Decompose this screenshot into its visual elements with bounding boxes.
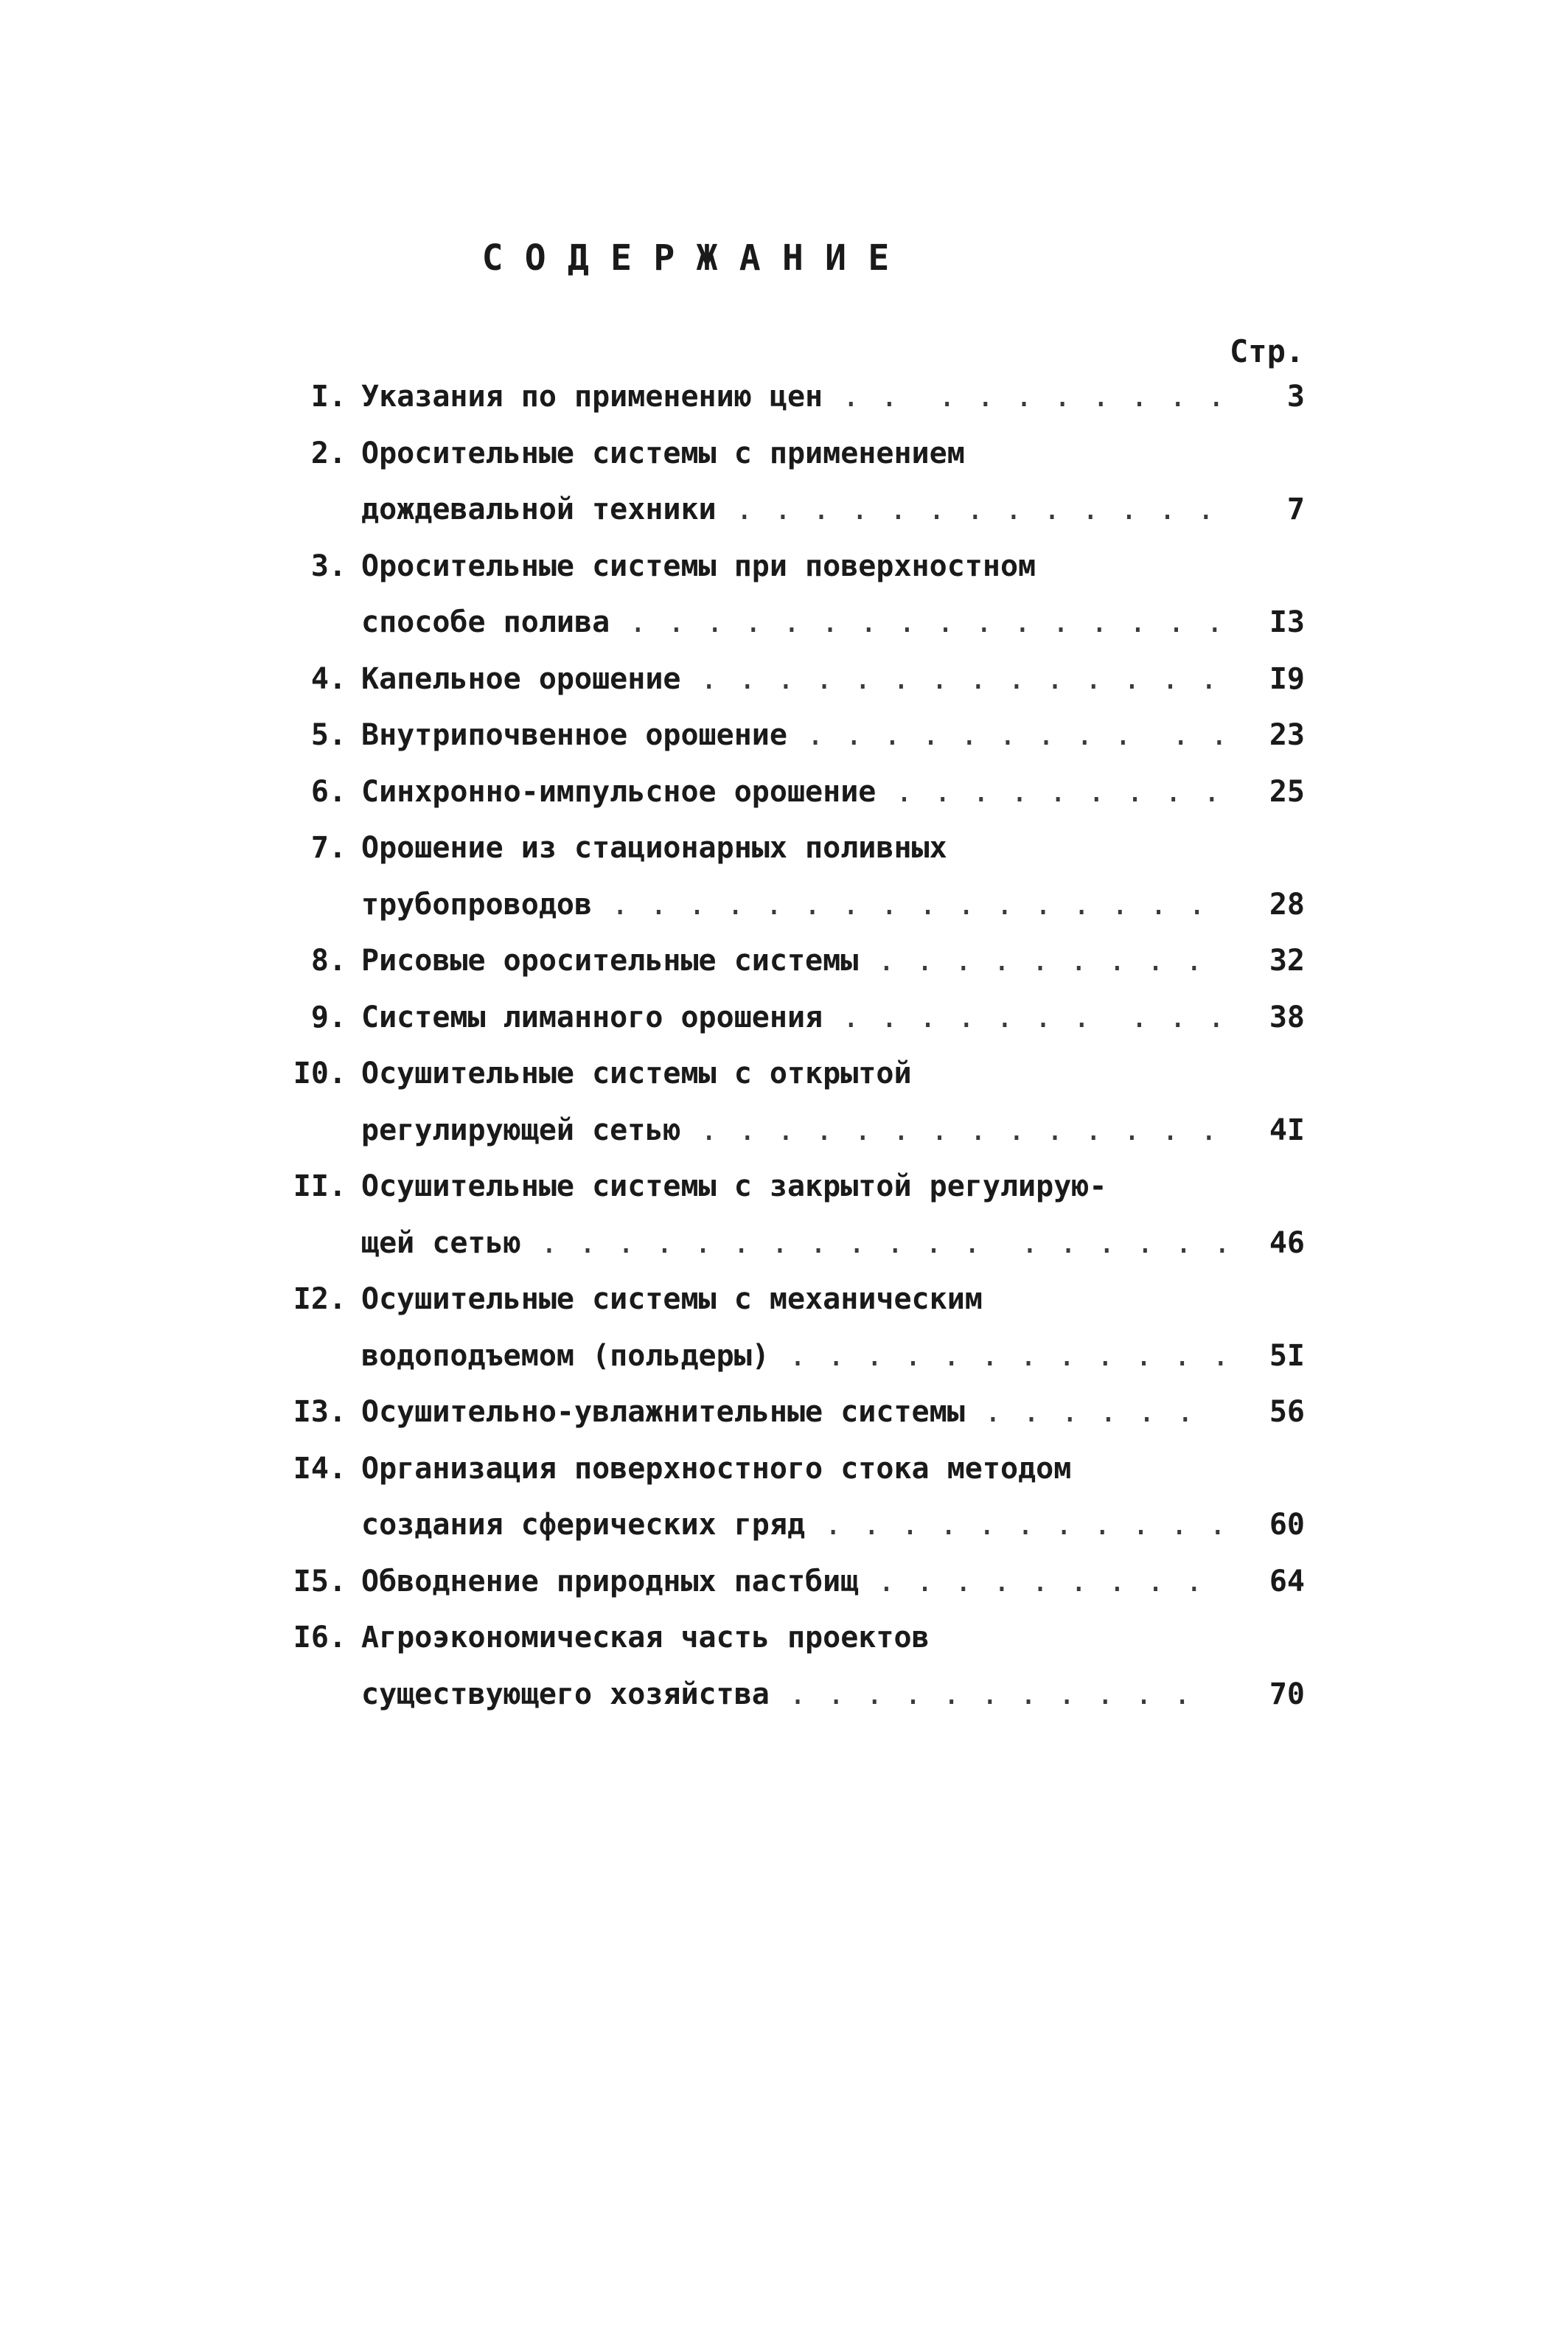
toc-entry-number: 7. — [310, 831, 346, 865]
dot-leader: . . . . . . . . . . . . . . . . . . — [520, 1225, 1233, 1260]
toc-entry-page-number: I3 — [1269, 605, 1305, 639]
toc-entry-text: Синхронно-импульсное орошение — [361, 774, 877, 809]
dot-leader: . . . . . . . . . . . — [769, 1677, 1193, 1711]
toc-entry-number: 6. — [310, 774, 346, 809]
toc-entry-page-number: 64 — [1269, 1564, 1305, 1598]
page-column-header: Стр. — [1230, 333, 1305, 369]
toc-entry-line — [0, 770, 1568, 814]
toc-entry-title — [361, 1221, 1233, 1265]
toc-entry-text: Оросительные системы при поверхностном — [361, 549, 1036, 583]
toc-entry-title — [361, 1447, 1071, 1491]
toc-entry-title — [361, 1503, 1228, 1547]
toc-entry-page-number: 28 — [1269, 887, 1305, 922]
toc-entry-text: Внутрипочвенное орошение — [361, 718, 787, 752]
toc-entry-page-number: 46 — [1269, 1225, 1305, 1260]
toc-entry-title — [361, 939, 1205, 983]
toc-entry-line — [0, 1221, 1568, 1265]
toc-entry-title — [361, 995, 1227, 1040]
toc-entry-number: I. — [310, 380, 346, 414]
toc-entry-line — [0, 1334, 1568, 1378]
toc-entry-title — [361, 1390, 1196, 1434]
toc-entry-title — [361, 487, 1216, 532]
toc-entry-text: Рисовые оросительные системы — [361, 944, 859, 978]
toc-entry-line — [0, 1559, 1568, 1604]
toc-entry-number: I2. — [293, 1282, 346, 1316]
toc-entry-page-number: 32 — [1269, 944, 1305, 978]
dot-leader: . . . . . . . . . . . . . . — [680, 661, 1219, 696]
toc-entry-number: II. — [293, 1169, 346, 1203]
toc-entry-text: Организация поверхностного стока методом — [361, 1451, 1072, 1486]
toc-entry-title — [361, 1559, 1205, 1604]
toc-entry-text: щей сетью — [361, 1225, 521, 1260]
toc-entry-number: I4. — [293, 1451, 346, 1486]
toc-entry-number: 4. — [310, 661, 346, 696]
toc-entry-text: регулирующей сетью — [361, 1113, 681, 1147]
toc-entry-line — [0, 1277, 1568, 1321]
dot-leader: . . . . . . . . . — [858, 1564, 1205, 1598]
toc-entry-text: Осушительные системы с механическим — [361, 1282, 983, 1316]
dot-leader: . . . . . . . . . . . — [805, 1508, 1228, 1542]
toc-entry-page-number: 4I — [1269, 1113, 1305, 1147]
dot-leader: . . . . . . . . . . — [823, 380, 1227, 414]
dot-leader: . . . . . . . . . — [876, 774, 1222, 809]
toc-entry-text: Указания по применению цен — [361, 380, 823, 414]
toc-entry-page-number: 5I — [1269, 1338, 1305, 1373]
toc-entry-title — [361, 883, 1208, 927]
toc-entry-text: трубопроводов — [361, 887, 593, 922]
toc-entry-number: 9. — [310, 1000, 346, 1034]
toc-entry-page-number: 70 — [1269, 1677, 1305, 1711]
toc-entry-title — [361, 1672, 1193, 1716]
toc-entry-number: 8. — [310, 944, 346, 978]
dot-leader: . . . . . . . . . . . . . — [716, 493, 1216, 526]
toc-entry-text: Орошение из стационарных поливных — [361, 831, 947, 865]
toc-entry-line — [0, 487, 1568, 532]
dot-leader: . . . . . . . . . . . — [787, 718, 1230, 752]
toc-entry-number: I5. — [293, 1564, 346, 1598]
toc-entry-page-number: 38 — [1269, 1000, 1305, 1034]
toc-entry-number: I3. — [293, 1395, 346, 1429]
toc-entry-title — [361, 600, 1225, 644]
toc-entry-title — [361, 1051, 912, 1096]
toc-entry-line — [0, 713, 1568, 757]
toc-entry-page-number: 25 — [1269, 774, 1305, 809]
toc-entry-line — [0, 939, 1568, 983]
toc-entry-line — [0, 1051, 1568, 1096]
toc-entry-line — [0, 826, 1568, 870]
toc-entry-title — [361, 1277, 983, 1321]
toc-entry-title — [361, 431, 965, 476]
toc-entry-line — [0, 1390, 1568, 1434]
toc-entry-number: 2. — [310, 436, 346, 470]
toc-entry-text: Обводнение природных пастбищ — [361, 1564, 859, 1598]
toc-entry-number: 5. — [310, 718, 346, 752]
toc-entry-title — [361, 1164, 1107, 1208]
page-title: С О Д Е Р Ж А Н И Е — [481, 237, 890, 279]
toc-entry-line — [0, 1164, 1568, 1208]
toc-entry-title — [361, 1108, 1219, 1152]
toc-entry-page-number: 60 — [1269, 1508, 1305, 1542]
dot-leader: . . . . . . . . . . — [823, 1000, 1227, 1034]
toc-entry-line — [0, 995, 1568, 1040]
toc-entry-text: способе полива — [361, 605, 610, 639]
dot-leader: . . . . . . . . . . . . . . . . — [592, 887, 1208, 922]
toc-entry-line — [0, 431, 1568, 476]
toc-entry-text: Оросительные системы с применением — [361, 436, 965, 470]
toc-entry-line — [0, 657, 1568, 701]
toc-entry-line — [0, 1615, 1568, 1660]
dot-leader: . . . . . . . . . . . . — [769, 1338, 1231, 1373]
toc-entry-line — [0, 544, 1568, 588]
toc-entry-line — [0, 1672, 1568, 1716]
toc-entry-page-number: 23 — [1269, 718, 1305, 752]
toc-entry-text: Осушительно-увлажнительные системы — [361, 1395, 965, 1429]
toc-entry-title — [361, 375, 1227, 419]
toc-entry-title — [361, 713, 1230, 757]
toc-entry-text: Капельное орошение — [361, 661, 681, 696]
dot-leader: . . . . . . . . . . . . . . . . — [610, 605, 1225, 639]
toc-entry-text: существующего хозяйства — [361, 1677, 770, 1711]
toc-entry-text: Системы лиманного орошения — [361, 1000, 823, 1034]
toc-entry-number: I6. — [293, 1621, 346, 1655]
toc-entry-line — [0, 1503, 1568, 1547]
dot-leader: . . . . . . . . . . . . . . — [680, 1113, 1219, 1147]
toc-entry-text: Осушительные системы с открытой — [361, 1057, 912, 1090]
toc-entry-page-number: 56 — [1269, 1395, 1305, 1429]
toc-entry-text: дождевальной техники — [361, 493, 717, 526]
toc-entry-title — [361, 1615, 930, 1660]
toc-entry-line — [0, 883, 1568, 927]
toc-entry-line — [0, 375, 1568, 419]
dot-leader: . . . . . . — [964, 1395, 1196, 1429]
toc-entry-title — [361, 826, 947, 870]
toc-entry-line — [0, 600, 1568, 644]
toc-entry-line — [0, 1447, 1568, 1491]
toc-entry-text: Агроэкономическая часть проектов — [361, 1621, 930, 1655]
toc-entry-page-number: 7 — [1286, 493, 1305, 526]
toc-entry-page-number: 3 — [1286, 380, 1305, 414]
toc-entry-title — [361, 770, 1222, 814]
toc-entry-line — [0, 1108, 1568, 1152]
toc-entry-text: водоподъемом (польдеры) — [361, 1338, 770, 1373]
toc-entry-title — [361, 544, 1036, 588]
toc-entry-title — [361, 1334, 1231, 1378]
toc-entry-title — [361, 657, 1219, 701]
toc-entry-number: 3. — [310, 549, 346, 583]
toc-entry-page-number: I9 — [1269, 661, 1305, 696]
toc-entry-text: Осушительные системы с закрытой регулирую- — [361, 1169, 1107, 1203]
dot-leader: . . . . . . . . . — [858, 944, 1205, 978]
toc-entry-number: I0. — [293, 1057, 346, 1090]
toc-entry-text: создания сферических гряд — [361, 1508, 806, 1542]
